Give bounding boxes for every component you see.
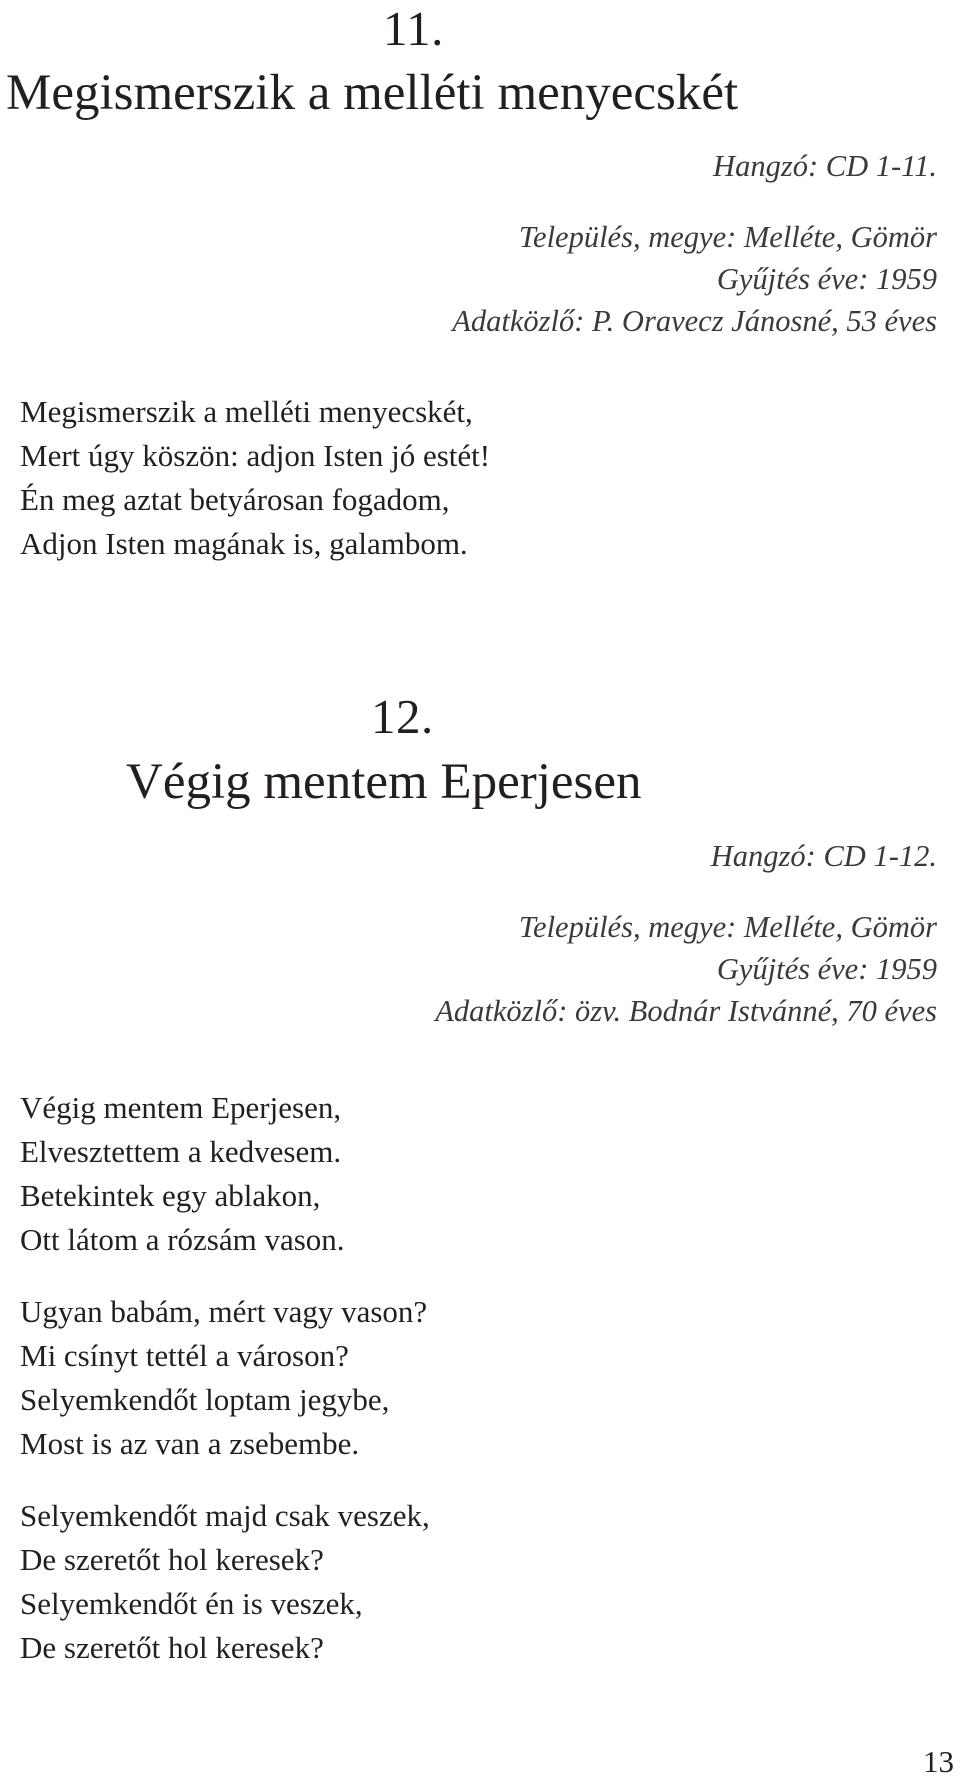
verse-line: De szeretőt hol keresek? (20, 1542, 324, 1577)
verse-line: Selyemkendőt majd csak veszek, (20, 1498, 430, 1533)
song-11-metadata (452, 216, 937, 342)
verse-line: Mi csínyt tettél a városon? (20, 1338, 349, 1373)
page-number: 13 (923, 1744, 954, 1779)
song-11-location: Település, megye: Melléte, Gömör (518, 220, 937, 254)
verse-line: Megismerszik a melléti menyecskét, (20, 394, 473, 429)
song-12-metadata (435, 906, 937, 1032)
verse-line: Végig mentem Eperjesen, (20, 1090, 342, 1125)
song-12-stanza-1 (20, 1086, 345, 1262)
verse-line: Selyemkendőt én is veszek, (20, 1586, 363, 1621)
song-12-recording: Hangzó: CD 1-12. (710, 839, 937, 873)
verse-line: Elvesztettem a kedvesem. (20, 1134, 342, 1169)
song-12-stanza-3 (20, 1494, 430, 1670)
verse-line: Selyemkendőt loptam jegybe, (20, 1382, 390, 1417)
song-11-stanza-1 (20, 390, 490, 566)
verse-line: Ugyan babám, mért vagy vason? (20, 1294, 428, 1329)
song-12-stanza-2 (20, 1290, 427, 1466)
verse-line: Ott látom a rózsám vason. (20, 1222, 345, 1257)
song-11-year: Gyűjtés éve: 1959 (716, 262, 937, 296)
song-12-title: Végig mentem Eperjesen (126, 754, 642, 810)
song-11-number: 11. (383, 1, 444, 56)
verse-line: De szeretőt hol keresek? (20, 1630, 324, 1665)
verse-line: Mert úgy köszön: adjon Isten jó estét! (20, 438, 491, 473)
verse-line: Én meg aztat betyárosan fogadom, (20, 482, 450, 517)
song-12-year: Gyűjtés éve: 1959 (716, 952, 937, 986)
song-12-number: 12. (371, 689, 434, 744)
verse-line: Betekintek egy ablakon, (20, 1178, 321, 1213)
song-11-recording: Hangzó: CD 1-11. (713, 149, 937, 183)
verse-line: Most is az van a zsebembe. (20, 1426, 360, 1461)
song-12-informant: Adatközlő: özv. Bodnár Istvánné, 70 éves (435, 994, 937, 1028)
verse-line: Adjon Isten magának is, galambom. (20, 526, 468, 561)
song-12-location: Település, megye: Melléte, Gömör (518, 910, 937, 944)
song-11-informant: Adatközlő: P. Oravecz Jánosné, 53 éves (452, 304, 937, 338)
song-11-title: Megismerszik a melléti menyecskét (6, 65, 739, 121)
